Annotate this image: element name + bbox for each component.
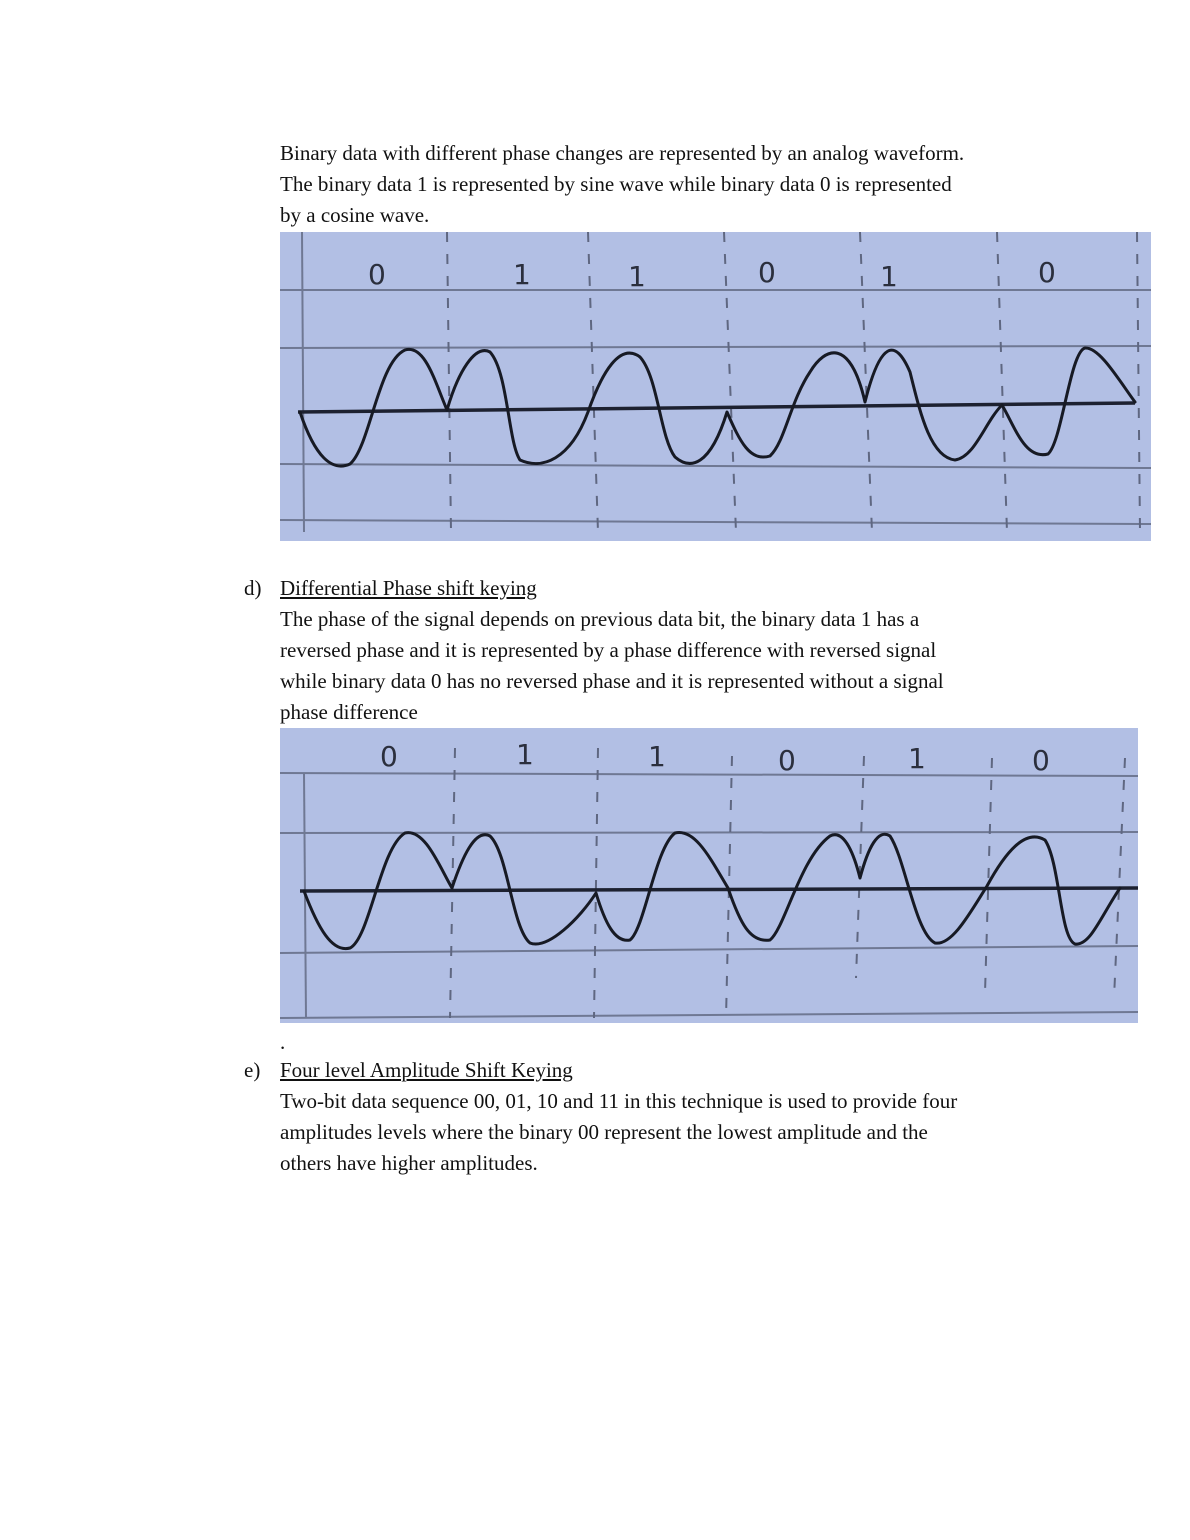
intro-line: The binary data 1 is represented by sine wave while binary data 0 is represented <box>280 172 952 196</box>
bit-divider <box>1137 232 1140 532</box>
time-axis <box>300 888 1138 891</box>
time-axis <box>298 403 1135 412</box>
bit-divider <box>447 232 451 532</box>
ruled-line <box>280 773 1138 776</box>
psk-waveform-sketch <box>280 232 1151 541</box>
bit-label: 1 <box>648 740 666 773</box>
bit-divider <box>1114 758 1125 998</box>
ruled-line <box>280 464 1151 468</box>
section-marker: d) <box>244 576 262 600</box>
bit-label: 0 <box>1038 256 1056 289</box>
intro-line: by a cosine wave. <box>280 203 430 227</box>
ruled-line <box>280 1012 1138 1018</box>
section-title: Differential Phase shift keying <box>280 576 537 600</box>
ruled-line <box>280 346 1151 348</box>
intro-paragraph <box>280 138 1070 231</box>
section-e-paragraph <box>280 1086 1070 1179</box>
bit-divider <box>985 758 992 993</box>
paragraph-line: phase difference <box>280 700 418 724</box>
bit-label: 1 <box>516 738 534 771</box>
intro-line: Binary data with different phase changes are represented by an analog waveform. <box>280 141 965 165</box>
bit-label: 1 <box>908 742 926 775</box>
bit-label: 0 <box>758 256 776 289</box>
section-d-paragraph <box>280 604 1070 728</box>
paragraph-line: while binary data 0 has no reversed phase and it is represented without a signal <box>280 669 944 693</box>
bit-label: 0 <box>778 744 796 777</box>
bit-divider <box>594 748 598 1018</box>
paragraph-line: Two-bit data sequence 00, 01, 10 and 11 in this technique is used to provide four <box>280 1089 958 1113</box>
dpsk-waveform-svg <box>280 728 1138 1023</box>
bit-divider <box>724 232 736 532</box>
paragraph-line: The phase of the signal depends on previous data bit, the binary data 1 has a <box>280 607 920 631</box>
ruled-line <box>280 946 1138 953</box>
paragraph-line: amplitudes levels where the binary 00 represent the lowest amplitude and the <box>280 1120 928 1144</box>
section-title: Four level Amplitude Shift Keying <box>280 1058 573 1082</box>
bit-label: 0 <box>1032 744 1050 777</box>
dpsk-waveform-sketch <box>280 728 1138 1023</box>
ruled-line <box>280 520 1151 524</box>
separator-dot: . <box>280 1030 286 1054</box>
bit-label: 0 <box>368 258 386 291</box>
paragraph-line: others have higher amplitudes. <box>280 1151 538 1175</box>
bit-label: 1 <box>628 260 646 293</box>
section-d-heading <box>244 573 537 604</box>
bit-divider <box>997 232 1007 532</box>
paragraph-line: reversed phase and it is represented by a phase difference with reversed signal <box>280 638 937 662</box>
bit-label: 0 <box>380 740 398 773</box>
bit-label: 1 <box>513 258 531 291</box>
psk-waveform-svg <box>280 232 1151 541</box>
margin-line <box>302 232 304 532</box>
bit-label: 1 <box>880 260 898 293</box>
section-e-heading <box>244 1055 573 1086</box>
bit-divider <box>588 232 598 532</box>
section-marker: e) <box>244 1058 261 1082</box>
